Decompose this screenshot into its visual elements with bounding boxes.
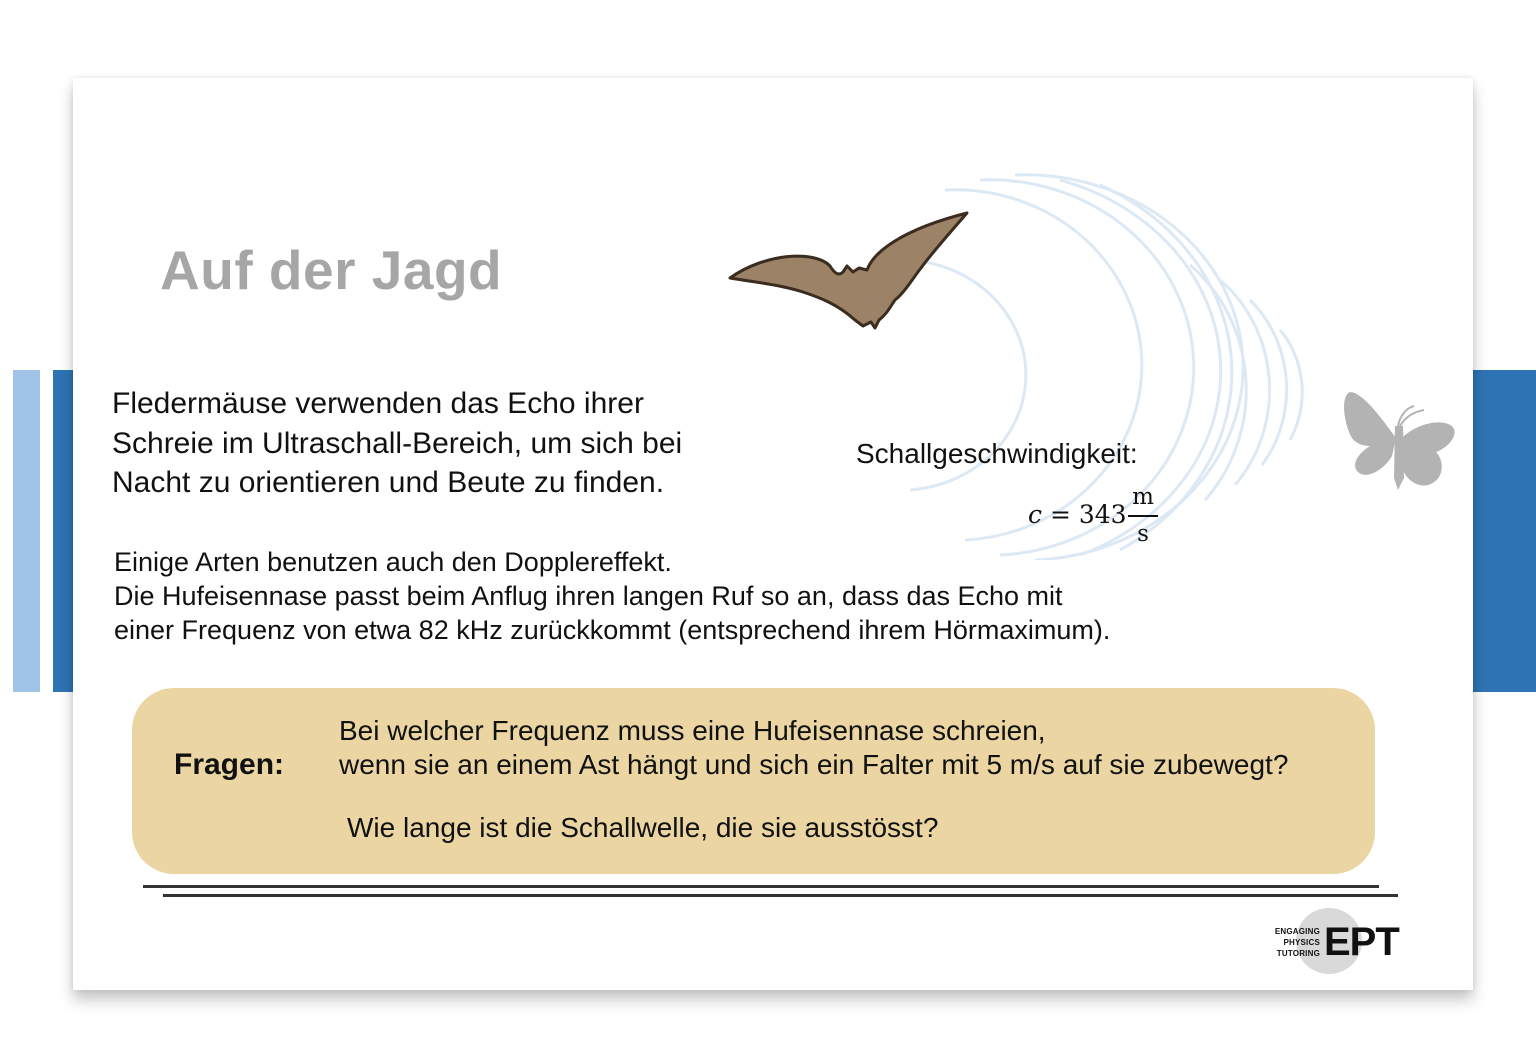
divider-line	[163, 894, 1398, 897]
formula-variable: c	[1028, 500, 1043, 529]
intro-line: Schreie im Ultraschall-Bereich, um sich bei	[112, 426, 683, 460]
body-line: Einige Arten benutzen auch den Dopplereffekt.	[114, 547, 672, 577]
logo-tagline-line: ENGAGING	[1274, 927, 1320, 936]
formula-unit-fraction	[1128, 483, 1158, 548]
logo-tagline	[1268, 926, 1320, 959]
formula-unit-denominator: s	[1137, 521, 1149, 547]
body-paragraph	[114, 545, 1234, 647]
logo-tagline-line: TUTORING	[1276, 949, 1320, 958]
butterfly-icon	[1340, 386, 1462, 494]
logo-letters: EPT	[1324, 920, 1399, 964]
intro-line: Fledermäuse verwenden das Echo ihrer	[112, 387, 644, 420]
logo-tagline-line: PHYSICS	[1283, 938, 1320, 947]
formula-equals: =	[1049, 500, 1071, 529]
formula-value: 343	[1078, 500, 1127, 529]
body-line: einer Frequenz von etwa 82 kHz zurückkommt (entsprechend ihrem Hörmaximum).	[114, 615, 1111, 645]
intro-line: Nacht zu orientieren und Beute zu finden.	[112, 466, 665, 499]
body-line: Die Hufeisennase passt beim Anflug ihren langen Ruf so an, dass das Echo mit	[114, 581, 1063, 611]
formula-left-side	[1028, 500, 1127, 529]
speed-label: Schallgeschwindigkeit:	[856, 438, 1138, 469]
intro-paragraph	[112, 384, 812, 503]
divider-line	[143, 885, 1379, 888]
slide-title: Auf der Jagd	[160, 239, 503, 301]
question-line: wenn sie an einem Ast hängt und sich ein Falter mit 5 m/s auf sie zubewegt?	[339, 749, 1289, 780]
ept-logo	[1268, 906, 1398, 976]
bat-icon	[725, 208, 980, 333]
question-two: Wie lange ist die Schallwelle, die sie ausstösst?	[347, 812, 939, 843]
right-accent-bar	[1473, 370, 1536, 692]
question-line: Bei welcher Frequenz muss eine Hufeisennase schreien,	[339, 715, 1046, 746]
fraction-bar	[1128, 515, 1158, 517]
left-accent-bar-light	[13, 370, 40, 692]
question-one	[339, 714, 1288, 782]
questions-label: Fragen:	[174, 748, 285, 781]
formula-unit-numerator: m	[1132, 484, 1154, 510]
left-accent-bar-dark	[53, 370, 73, 692]
